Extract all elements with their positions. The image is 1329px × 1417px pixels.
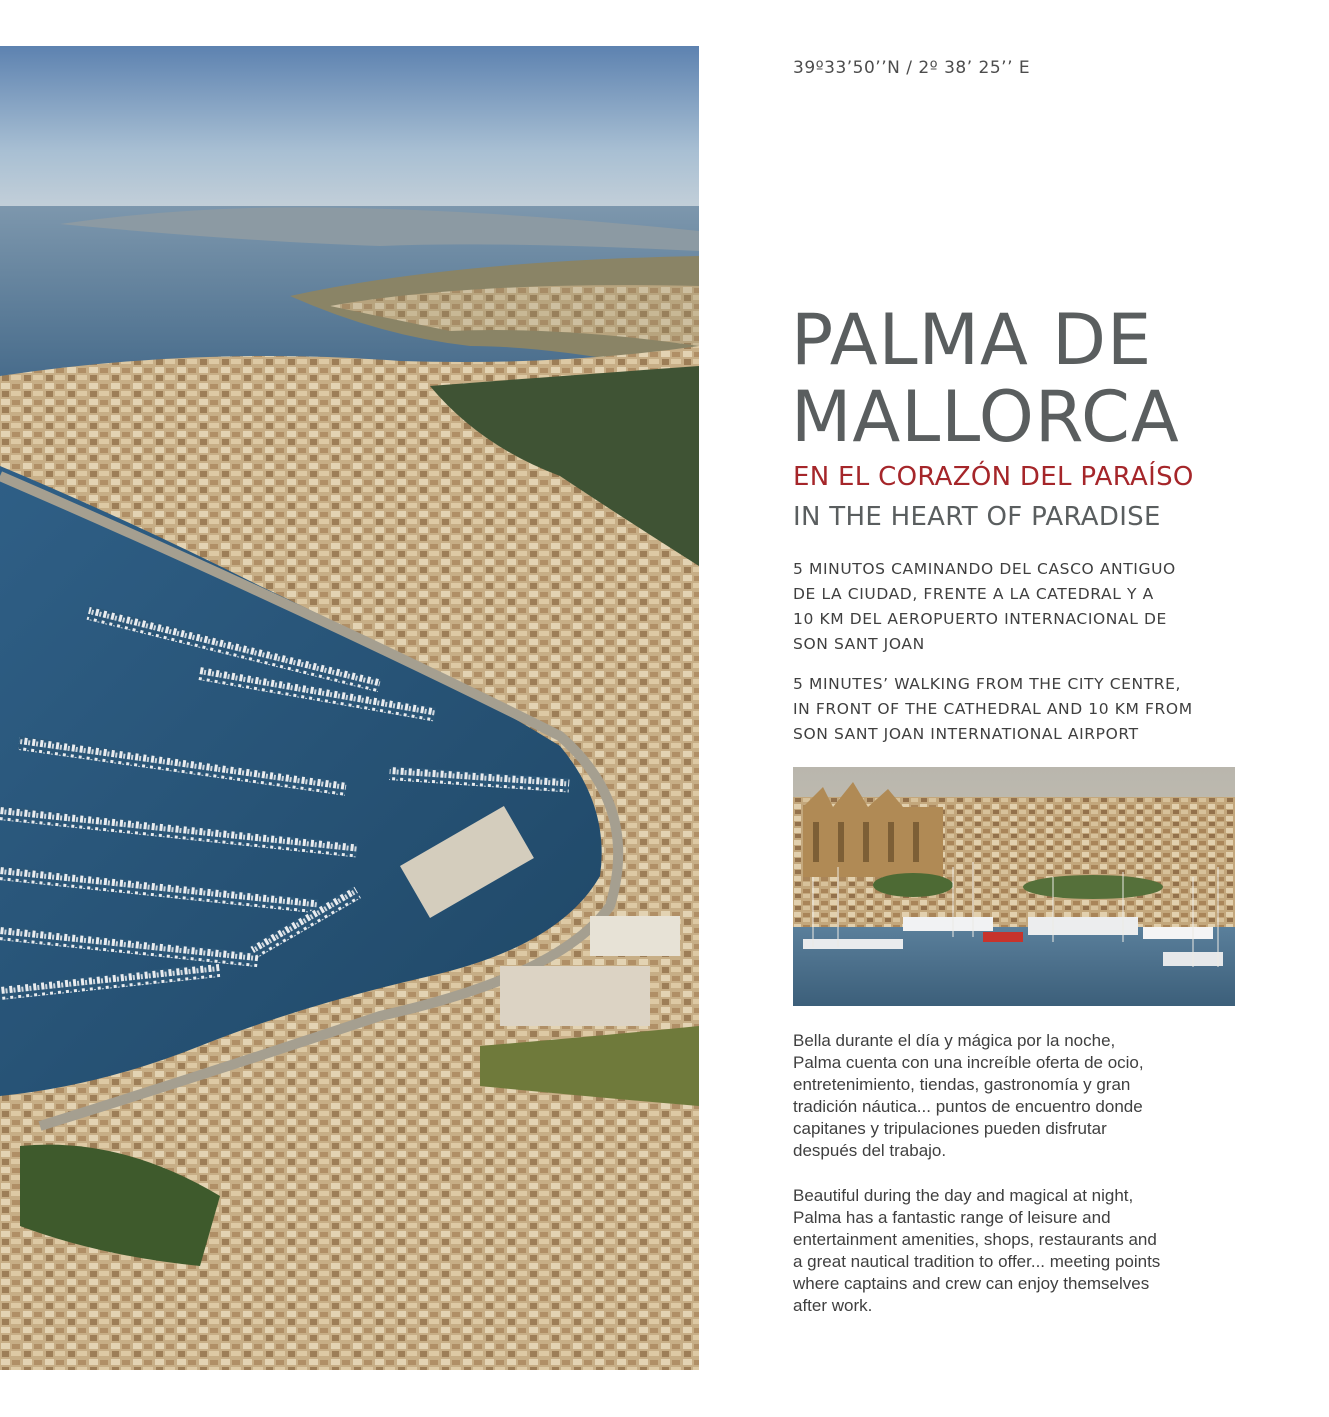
description-es-line: Bella durante el día y mágica por la noche,	[793, 1031, 1116, 1050]
description-en-line: entertainment amenities, shops, restaurants and	[793, 1230, 1157, 1249]
page-title	[791, 299, 1311, 458]
location-es-line: 5 MINUTOS CAMINANDO DEL CASCO ANTIGUO	[793, 560, 1176, 578]
description-es-line: después del trabajo.	[793, 1141, 947, 1160]
description-en-line: Palma has a fantastic range of leisure and	[793, 1208, 1111, 1227]
description-en-line: where captains and crew can enjoy themselves	[793, 1274, 1150, 1293]
aerial-photo-palma	[0, 46, 699, 1370]
description-english	[793, 1185, 1253, 1317]
location-en-line: 5 MINUTES’ WALKING FROM THE CITY CENTRE,	[793, 675, 1182, 693]
description-es-line: entretenimiento, tiendas, gastronomía y gran	[793, 1075, 1131, 1094]
description-es-line: Palma cuenta con una increíble oferta de ocio,	[793, 1053, 1144, 1072]
location-en-line: SON SANT JOAN INTERNATIONAL AIRPORT	[793, 725, 1139, 743]
location-text-spanish	[793, 557, 1253, 657]
location-en-line: IN FRONT OF THE CATHEDRAL AND 10 KM FROM	[793, 700, 1193, 718]
description-es-line: capitanes y tripulaciones pueden disfrutar	[793, 1119, 1107, 1138]
aerial-photo-illustration	[0, 46, 699, 1370]
subtitle-english: IN THE HEART OF PARADISE	[793, 502, 1161, 532]
location-es-line: SON SANT JOAN	[793, 635, 925, 653]
cathedral-harbor-photo	[793, 767, 1235, 1006]
description-en-line: a great nautical tradition to offer... meeting points	[793, 1252, 1161, 1271]
page-title-line-1: PALMA DE	[791, 299, 1153, 381]
location-text-english	[793, 672, 1253, 747]
page-title-line-2: MALLORCA	[791, 376, 1180, 458]
description-en-line: after work.	[793, 1296, 873, 1315]
description-spanish	[793, 1030, 1253, 1162]
coordinates: 39º33’50’’N / 2º 38’ 25’’ E	[793, 58, 1031, 78]
location-es-line: 10 KM DEL AEROPUERTO INTERNACIONAL DE	[793, 610, 1167, 628]
location-es-line: DE LA CIUDAD, FRENTE A LA CATEDRAL Y A	[793, 585, 1154, 603]
cathedral-photo-illustration	[793, 767, 1235, 1006]
description-en-line: Beautiful during the day and magical at night,	[793, 1186, 1134, 1205]
subtitle-spanish: EN EL CORAZÓN DEL PARAÍSO	[793, 462, 1194, 492]
description-es-line: tradición náutica... puntos de encuentro donde	[793, 1097, 1143, 1116]
